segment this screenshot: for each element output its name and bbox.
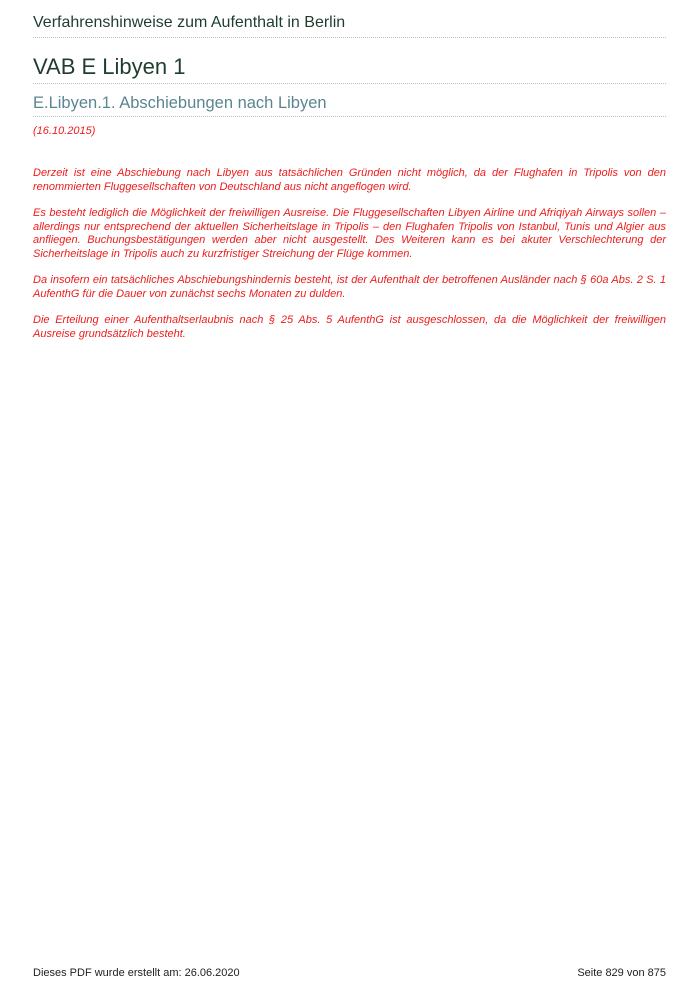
paragraph-2: Es besteht lediglich die Möglichkeit der freiwilligen Ausreise. Die Fluggesellschaften Libyen Airline und Afriqiyah Airways sollen – allerdings nur entsprechend der aktuellen Sicherheitslage in Tripolis – den Flughafen Tripolis von Istanbul, Tunis und Algier aus anfliegen. Buchungsbestätigungen werden aber nicht ausgestellt. Des Weiteren kann es bei akuter Verschlechterung der Sicherheitslage in Tripolis auch zu kurzfristiger Streichung der Flüge kommen. <box>33 207 666 260</box>
paragraph-3: Da insofern ein tatsächliches Abschiebungshindernis besteht, ist der Aufenthalt der betroffenen Ausländer nach § 60a Abs. 2 S. 1 AufenthG für die Dauer von zunächst sechs Monaten zu dulden. <box>33 274 666 300</box>
document-date: (16.10.2015) <box>33 125 96 137</box>
section-title: E.Libyen.1. Abschiebungen nach Libyen <box>33 93 666 117</box>
footer-page-number: Seite 829 von 875 <box>577 967 666 979</box>
running-header-title: Verfahrenshinweise zum Aufenthalt in Berlin <box>33 12 666 38</box>
paragraph-1: Derzeit ist eine Abschiebung nach Libyen aus tatsächlichen Gründen nicht möglich, da der Flughafen in Tripolis von den renommierten Fluggesellschaften von Deutschland aus nicht angeflogen wird. <box>33 167 666 193</box>
body-text <box>33 167 666 354</box>
footer-created-date: Dieses PDF wurde erstellt am: 26.06.2020 <box>33 967 240 979</box>
document-title: VAB E Libyen 1 <box>33 53 666 84</box>
paragraph-4: Die Erteilung einer Aufenthaltserlaubnis nach § 25 Abs. 5 AufenthG ist ausgeschlossen, da die Möglichkeit der freiwilligen Ausreise grundsätzlich besteht. <box>33 314 666 340</box>
